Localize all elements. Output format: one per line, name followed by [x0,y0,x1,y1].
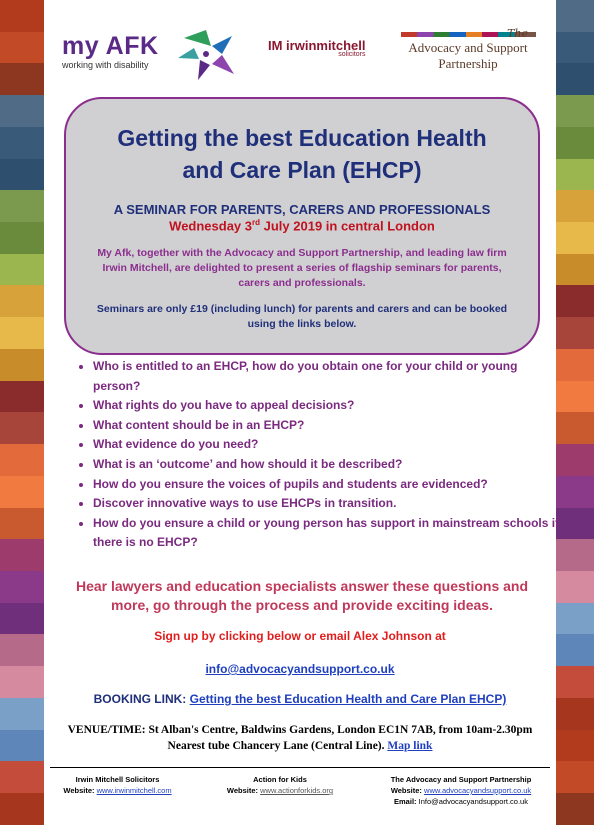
asp-logo-the: The [507,27,528,40]
tube-line [50,738,550,754]
footer-col-title: Action for Kids [253,775,307,784]
irwin-mitchell-logo-sub: solicitors [338,51,366,58]
irwin-website-link[interactable]: www.irwinmitchell.com [96,786,172,795]
stripe-band [0,634,44,666]
footer-col-title: The Advocacy and Support Partnership [390,775,532,784]
stripe-band [0,603,44,635]
signup-text: Sign up by clicking below or email Alex Johnson at [154,629,446,643]
stripe-band [556,222,594,254]
footer-website [372,785,550,796]
list-item: • What rights do you have to appeal decisions? [93,396,563,416]
hear-text: Hear lawyers and education specialists answer these questions and more, go through the process and provide exciting ideas. [75,578,529,613]
logo-row [50,24,550,94]
stripe-band [556,127,594,159]
myafk-logo-tagline: working with disability [62,60,149,70]
stripe-band [556,793,594,825]
list-item: • What content should be in an EHCP? [93,416,563,436]
booking-label: BOOKING LINK: [93,692,187,706]
website-label: Website: [63,786,95,795]
stripe-band [0,539,44,571]
footer-email [372,796,550,807]
stripe-band [556,190,594,222]
asp-logo [398,27,538,72]
asp-logo-line2: Partnership [438,56,498,71]
page-title: Getting the best Education Health and Care Plan (EHCP) [117,125,487,183]
irwin-mitchell-logo-name: IM irwinmitchell [268,38,366,53]
asp-website-link[interactable]: www.advocacyandsupport.co.uk [424,786,532,795]
myafk-logo [62,32,159,70]
date-pre: Wednesday 3 [169,218,253,234]
asp-logo-line1: Advocacy and Support [408,40,528,55]
stripe-band [0,254,44,286]
map-link[interactable]: Map link [387,740,433,752]
stripe-band [0,666,44,698]
footer-website [50,785,185,796]
question-list [75,357,563,553]
tube-text: Nearest tube Chancery Lane (Central Line). [167,740,385,752]
stripe-band [0,285,44,317]
stripe-band [0,63,44,95]
stripe-band [0,730,44,762]
footer-col-irwin [50,774,185,796]
stripe-band [0,127,44,159]
list-item: • Discover innovative ways to use EHCPs in transition. [93,494,563,514]
left-decorative-stripes [0,0,44,825]
stripe-band [556,63,594,95]
stripe-band [556,603,594,635]
stripe-band [0,476,44,508]
stripe-band [0,412,44,444]
stripe-band [556,254,594,286]
stripe-band [0,571,44,603]
stripe-band [0,698,44,730]
stripe-band [0,222,44,254]
stripe-band [556,634,594,666]
seminar-date [66,218,538,233]
stripe-band [556,285,594,317]
website-label: Website: [390,786,422,795]
stripe-band [556,32,594,64]
stripe-band [556,95,594,127]
asp-email[interactable]: Info@advocacyandsupport.co.uk [418,797,528,806]
website-label: Website: [226,786,259,795]
irwin-mitchell-logo [268,38,366,58]
stripe-band [0,793,44,825]
list-item: • How do you ensure the voices of pupils and students are evidenced? [93,475,563,495]
stripe-band [0,159,44,191]
intro-text: My Afk, together with the Advocacy and Support Partnership, and leading law firm Irwin Mitchell, are delighted to present a series of flagship seminars for parents, carers and professionals. [97,247,507,290]
afk-website-link[interactable]: www.actionforkids.org [260,786,334,795]
stripe-band [0,761,44,793]
list-item: • What evidence do you need? [93,435,563,455]
stripe-band [0,444,44,476]
stripe-band [0,349,44,381]
footer-col-asp [372,774,550,807]
venue-line: VENUE/TIME: St Alban's Centre, Baldwins Gardens, London EC1N 7AB, from 10am-2.30pm [67,724,533,736]
stripe-band [0,95,44,127]
stripe-band [0,508,44,540]
stripe-band [556,666,594,698]
date-sup: rd [252,218,261,227]
date-post: July 2019 in central London [260,218,435,234]
footer-col-afk [210,774,350,796]
stripe-band [556,730,594,762]
hero-box [64,97,540,355]
stripe-band [556,317,594,349]
stripe-band [0,317,44,349]
stripe-band [0,0,44,32]
price-text: Seminars are only £19 (including lunch) for parents and carers and can be booked using the links below. [96,303,508,331]
list-item: • What is an ‘outcome’ and how should it be described? [93,455,563,475]
booking-link[interactable]: Getting the best Education Health and Care Plan EHCP) [189,692,507,706]
seminar-subtitle: A SEMINAR FOR PARENTS, CARERS AND PROFESSIONALS [113,202,491,217]
venue-block [50,722,550,754]
email-link[interactable]: info@advocacyandsupport.co.uk [205,662,395,676]
list-item: • How do you ensure a child or young person has support in mainstream schools if there is no EHCP? [93,514,563,553]
stripe-band [556,761,594,793]
stripe-band [0,32,44,64]
booking-line [50,692,550,706]
flyer-page [50,0,560,825]
footer [50,767,550,826]
stripe-band [556,571,594,603]
footer-col-title: Irwin Mitchell Solicitors [75,775,160,784]
list-item: • Who is entitled to an EHCP, how do you obtain one for your child or young person? [93,357,563,396]
myafk-logo-name: my AFK [62,32,159,60]
email-label: Email: [394,797,417,806]
footer-website [210,785,350,796]
stripe-band [556,0,594,32]
stripe-band [556,159,594,191]
stripe-band [0,381,44,413]
stripe-band [0,190,44,222]
stripe-band [556,698,594,730]
star-logo-icon [172,24,240,84]
